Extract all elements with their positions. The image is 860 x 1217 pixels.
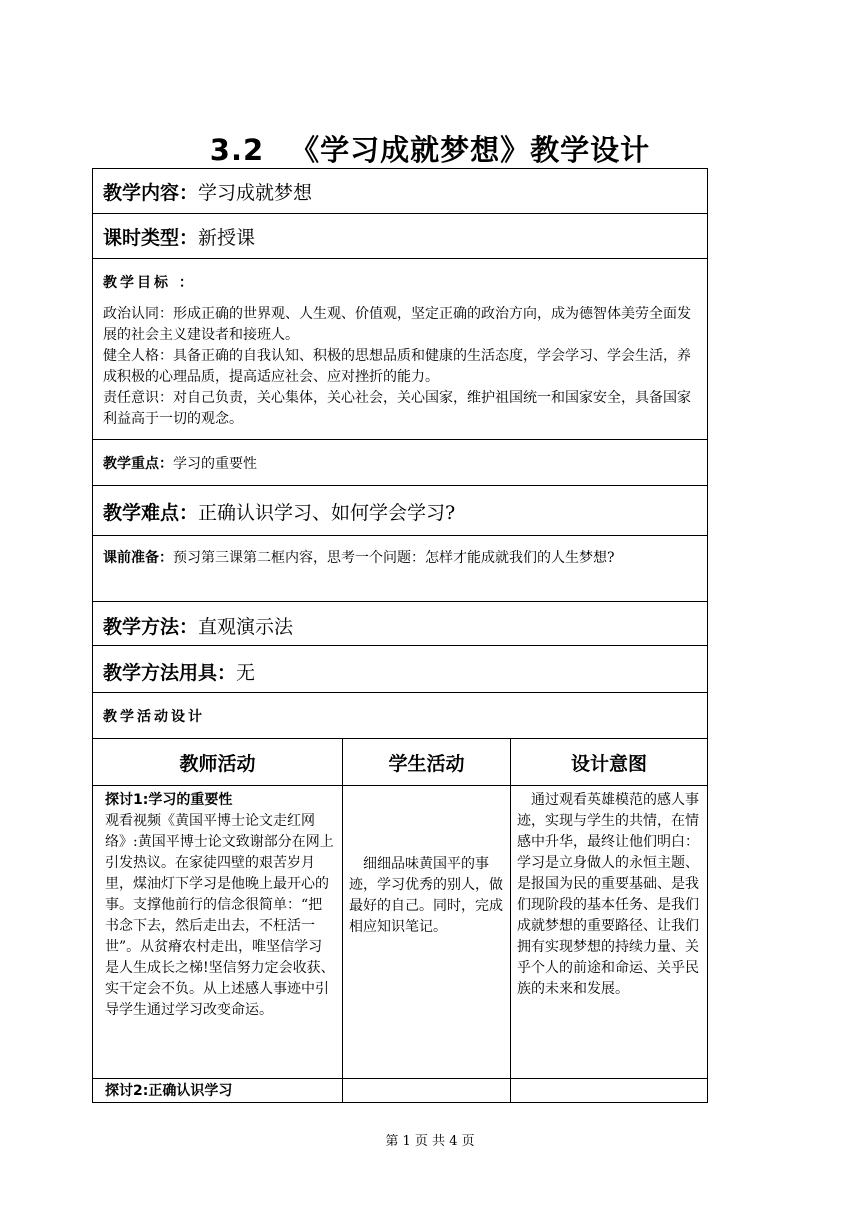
goal-item: 责任意识：对自己负责，关心集体，关心社会，关心国家，维护祖国统一和国家安全，具备国家利益高于一切的观念。 xyxy=(103,390,691,427)
student-activity-text: 细细品味黄国平的事迹，学习优秀的别人，做最好的自己。同时，完成相应知识笔记。 xyxy=(349,856,503,935)
title-number: 3.2 xyxy=(209,133,265,167)
key-point-label: 教学重点： xyxy=(103,456,173,472)
student-activity-cell xyxy=(343,1079,511,1102)
tools-row xyxy=(93,646,707,693)
design-intent-cell xyxy=(511,1079,707,1102)
content-row xyxy=(93,169,707,214)
header-design: 设计意图 xyxy=(570,752,647,775)
tools-value: 无 xyxy=(236,662,256,684)
teacher-activity-heading: 探讨1:学习的重要性 xyxy=(105,792,233,808)
difficulty-row xyxy=(93,486,707,536)
preparation-value: 预习第三课第二框内容，思考一个问题：怎样才能成就我们的人生梦想? xyxy=(173,550,615,566)
activity-table-header xyxy=(93,739,707,786)
key-point-value: 学习的重要性 xyxy=(173,456,257,472)
activity-design-label: 教学活动设计 xyxy=(103,709,205,725)
student-activity-cell xyxy=(343,786,511,1078)
title-text: 《学习成就梦想》教学设计 xyxy=(290,133,651,167)
design-intent-text: 通过观看英雄模范的感人事迹，实现与学生的共情，在情感中升华，最终让他们明白：学习是立身做人的永恒主题、是报国为民的重要基础、是我们现阶段的基本任务、是我们成就梦想的重要路径、让我们拥有实现梦想的持续力量、关乎个人的前途和命运、关乎民族的未来和发展。 xyxy=(517,792,699,997)
goals-label: 教学目标 ： xyxy=(103,275,196,291)
teacher-activity-heading: 探讨2:正确认识学习 xyxy=(105,1083,233,1099)
content-label: 教学内容： xyxy=(103,182,199,204)
lesson-plan-table xyxy=(92,168,708,1103)
method-label: 教学方法： xyxy=(103,616,199,638)
header-student: 学生活动 xyxy=(343,739,511,785)
teacher-activity-cell xyxy=(93,786,343,1078)
goal-item: 健全人格：具备正确的自我认知、积极的思想品质和健康的生活态度，学会学习、学会生活，养成积极的心理品质，提高适应社会、应对挫折的能力。 xyxy=(103,348,691,385)
goal-item: 政治认同：形成正确的世界观、人生观、价值观，坚定正确的政治方向，成为德智体美劳全面发展的社会主义建设者和接班人。 xyxy=(103,306,691,343)
tools-label: 教学方法用具： xyxy=(103,662,237,684)
key-point-row xyxy=(93,440,707,486)
lesson-type-label: 课时类型： xyxy=(103,227,199,249)
teacher-activity-text: 观看视频《黄国平博士论文走红网络》:黄国平博士论文致谢部分在网上引发热议。在家徒四壁的艰苦岁月里，煤油灯下学习是他晚上最开心的事。支撑他前行的信念很简单：“把书念下去，然后走出去，不枉活一世”。从贫瘠农村走出，唯坚信学习是人生成长之梯!坚信努力定会收获、实干定会不负。从上述感人事迹中引导学生通过学习改变命运。 xyxy=(105,813,335,1018)
header-teacher: 教师活动 xyxy=(93,739,343,785)
preparation-label: 课前准备： xyxy=(103,550,173,566)
activity-row-1 xyxy=(93,786,707,1079)
design-intent-cell xyxy=(511,786,707,1078)
method-row xyxy=(93,602,707,646)
activity-row-2 xyxy=(93,1079,707,1102)
difficulty-value: 正确认识学习、如何学会学习? xyxy=(198,502,456,524)
preparation-row xyxy=(93,536,707,602)
page-title xyxy=(0,128,860,169)
teacher-activity-cell xyxy=(93,1079,343,1102)
goals-row xyxy=(93,259,707,440)
lesson-type-value: 新授课 xyxy=(198,227,256,249)
content-value: 学习成就梦想 xyxy=(198,182,313,204)
page-footer: 第 1 页 共 4 页 xyxy=(385,1134,475,1149)
lesson-type-row xyxy=(93,214,707,259)
activity-design-row xyxy=(93,693,707,739)
method-value: 直观演示法 xyxy=(198,616,294,638)
difficulty-label: 教学难点： xyxy=(103,502,199,524)
